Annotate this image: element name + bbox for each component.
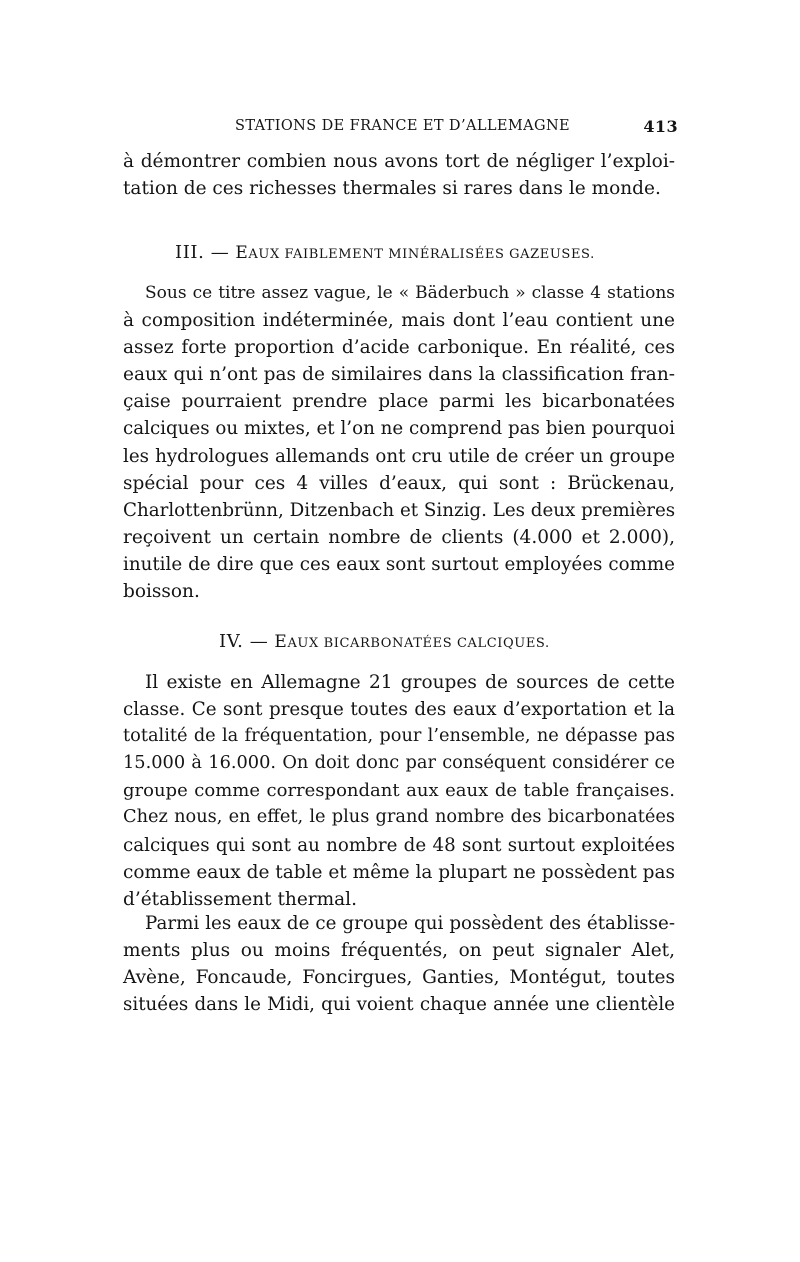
- section-heading-3: [175, 241, 727, 267]
- text-line: çaise pourraient prendre place parmi les bicarbonatées: [123, 391, 675, 413]
- text-line: assez forte proportion d’acide carbonique. En réalité, ces: [123, 337, 675, 359]
- text-line: Sous ce titre assez vague, le « Bäderbuch » classe 4 stations: [145, 283, 675, 303]
- paragraph-2: [123, 280, 675, 605]
- section-title-initial: E: [274, 632, 288, 652]
- paragraph-3: [123, 669, 675, 913]
- text-line: Chez nous, en effet, le plus grand nombre des bicarbonatées: [123, 807, 675, 828]
- text-line: 15.000 à 16.000. On doit donc par conséquent considérer ce: [123, 753, 675, 774]
- text-line: Charlottenbrünn, Ditzenbach et Sinzig. Les deux premières: [123, 499, 676, 521]
- section-title-initial: E: [235, 243, 249, 263]
- page-number: 413: [643, 117, 678, 136]
- text-line: d’établissement thermal.: [123, 888, 357, 910]
- paragraph-4: [123, 910, 675, 1018]
- running-title: STATIONS DE FRANCE ET D’ALLEMAGNE: [235, 118, 571, 134]
- text-line: Avène, Foncaude, Foncirgues, Ganties, Montégut, toutes: [123, 967, 675, 989]
- text-line: situées dans le Midi, qui voient chaque année une clientèle: [123, 994, 675, 1016]
- text-line: eaux qui n’ont pas de similaires dans la classification fran-: [123, 364, 675, 386]
- text-line: groupe comme correspondant aux eaux de table françaises.: [123, 780, 675, 802]
- text-line: Parmi les eaux de ce groupe qui possèdent des établisse-: [145, 913, 675, 934]
- section-title: AUX BICARBONATÉES CALCIQUES.: [287, 636, 550, 651]
- text-line: reçoivent un certain nombre de clients (4.000 et 2.000),: [123, 526, 675, 548]
- section-numeral: III. —: [175, 242, 230, 263]
- text-line: boisson.: [123, 581, 200, 603]
- text-line: Il existe en Allemagne 21 groupes de sources de cette: [145, 672, 675, 693]
- running-header: [123, 118, 680, 142]
- text-line: à démontrer combien nous avons tort de négliger l’exploi-: [123, 151, 675, 172]
- text-line: spécial pour ces 4 villes d’eaux, qui sont : Brückenau,: [123, 472, 675, 494]
- section-heading-4: [219, 630, 771, 656]
- text-line: totalité de la fréquentation, pour l’ensemble, ne dépasse pas: [123, 726, 675, 747]
- text-line: calciques ou mixtes, et l’on ne comprend pas bien pourquoi: [123, 418, 675, 440]
- text-line: les hydrologues allemands ont cru utile de créer un groupe: [123, 445, 675, 467]
- text-line: tation de ces richesses thermales si rares dans le monde.: [123, 178, 661, 200]
- text-line: comme eaux de table et même la plupart ne possèdent pas: [123, 861, 676, 883]
- section-numeral: IV. —: [219, 631, 269, 652]
- text-line: classe. Ce sont presque toutes des eaux d’exportation et la: [123, 699, 675, 721]
- paragraph-1: [123, 148, 675, 202]
- text-line: ments plus ou moins fréquentés, on peut signaler Alet,: [123, 940, 675, 962]
- text-line: calciques qui sont au nombre de 48 sont surtout exploitées: [123, 834, 675, 856]
- text-line: inutile de dire que ces eaux sont surtout employées comme: [123, 553, 675, 575]
- section-title: AUX FAIBLEMENT MINÉRALISÉES GAZEUSES.: [248, 247, 595, 262]
- text-line: à composition indéterminée, mais dont l’eau contient une: [123, 310, 675, 332]
